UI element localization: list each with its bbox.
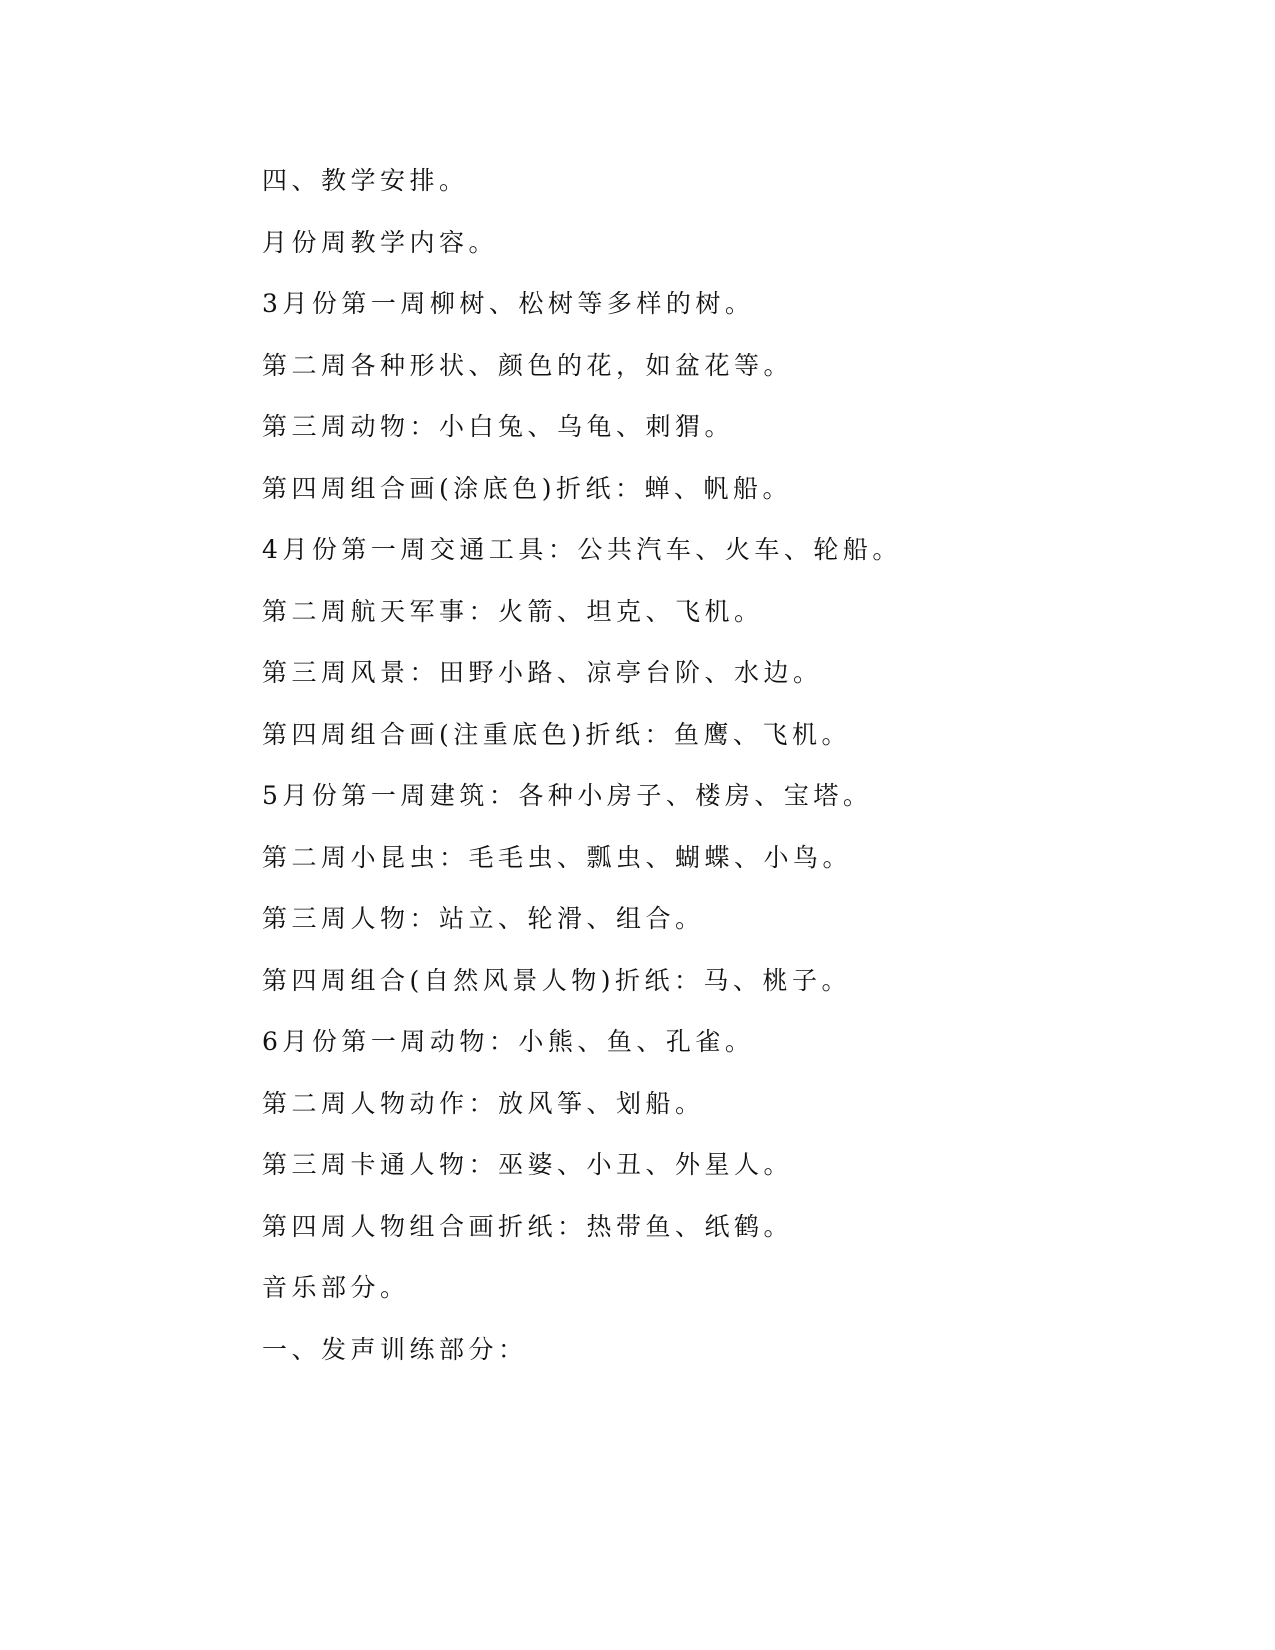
schedule-line-march-week2: 第二周各种形状、颜色的花，如盆花等。 (262, 350, 794, 380)
schedule-line-april-week1: 4月份第一周交通工具：公共汽车、火车、轮船。 (262, 535, 902, 564)
schedule-line-may-week4: 第四周组合(自然风景人物)折纸：马、桃子。 (262, 965, 852, 995)
section-heading-music: 音乐部分。 (262, 1273, 410, 1302)
schedule-line-june-week4: 第四周人物组合画折纸：热带鱼、纸鹤。 (262, 1211, 794, 1241)
schedule-line-june-week2: 第二周人物动作：放风筝、划船。 (262, 1088, 705, 1118)
schedule-line-march-week4: 第四周组合画(涂底色)折纸：蝉、帆船。 (262, 473, 793, 503)
schedule-line-april-week4: 第四周组合画(注重底色)折纸：鱼鹰、飞机。 (262, 719, 852, 749)
schedule-line-may-week1: 5月份第一周建筑：各种小房子、楼房、宝塔。 (262, 781, 873, 810)
document-body (262, 166, 1162, 1396)
schedule-line-june-week3: 第三周卡通人物：巫婆、小丑、外星人。 (262, 1150, 794, 1179)
schedule-line-march-week3: 第三周动物：小白兔、乌龟、刺猬。 (262, 412, 735, 441)
subsection-heading-vocal-training: 一、发声训练部分： (262, 1334, 528, 1364)
section-heading-teaching-schedule: 四、教学安排。 (262, 166, 469, 195)
schedule-line-may-week3: 第三周人物：站立、轮滑、组合。 (262, 904, 705, 933)
schedule-line-april-week3: 第三周风景：田野小路、凉亭台阶、水边。 (262, 658, 823, 687)
schedule-line-april-week2: 第二周航天军事：火箭、坦克、飞机。 (262, 596, 764, 626)
schedule-column-header: 月份周教学内容。 (262, 227, 499, 257)
schedule-line-march-week1: 3月份第一周柳树、松树等多样的树。 (262, 289, 755, 318)
schedule-line-june-week1: 6月份第一周动物：小熊、鱼、孔雀。 (262, 1027, 755, 1056)
schedule-line-may-week2: 第二周小昆虫：毛毛虫、瓢虫、蝴蝶、小鸟。 (262, 842, 853, 872)
